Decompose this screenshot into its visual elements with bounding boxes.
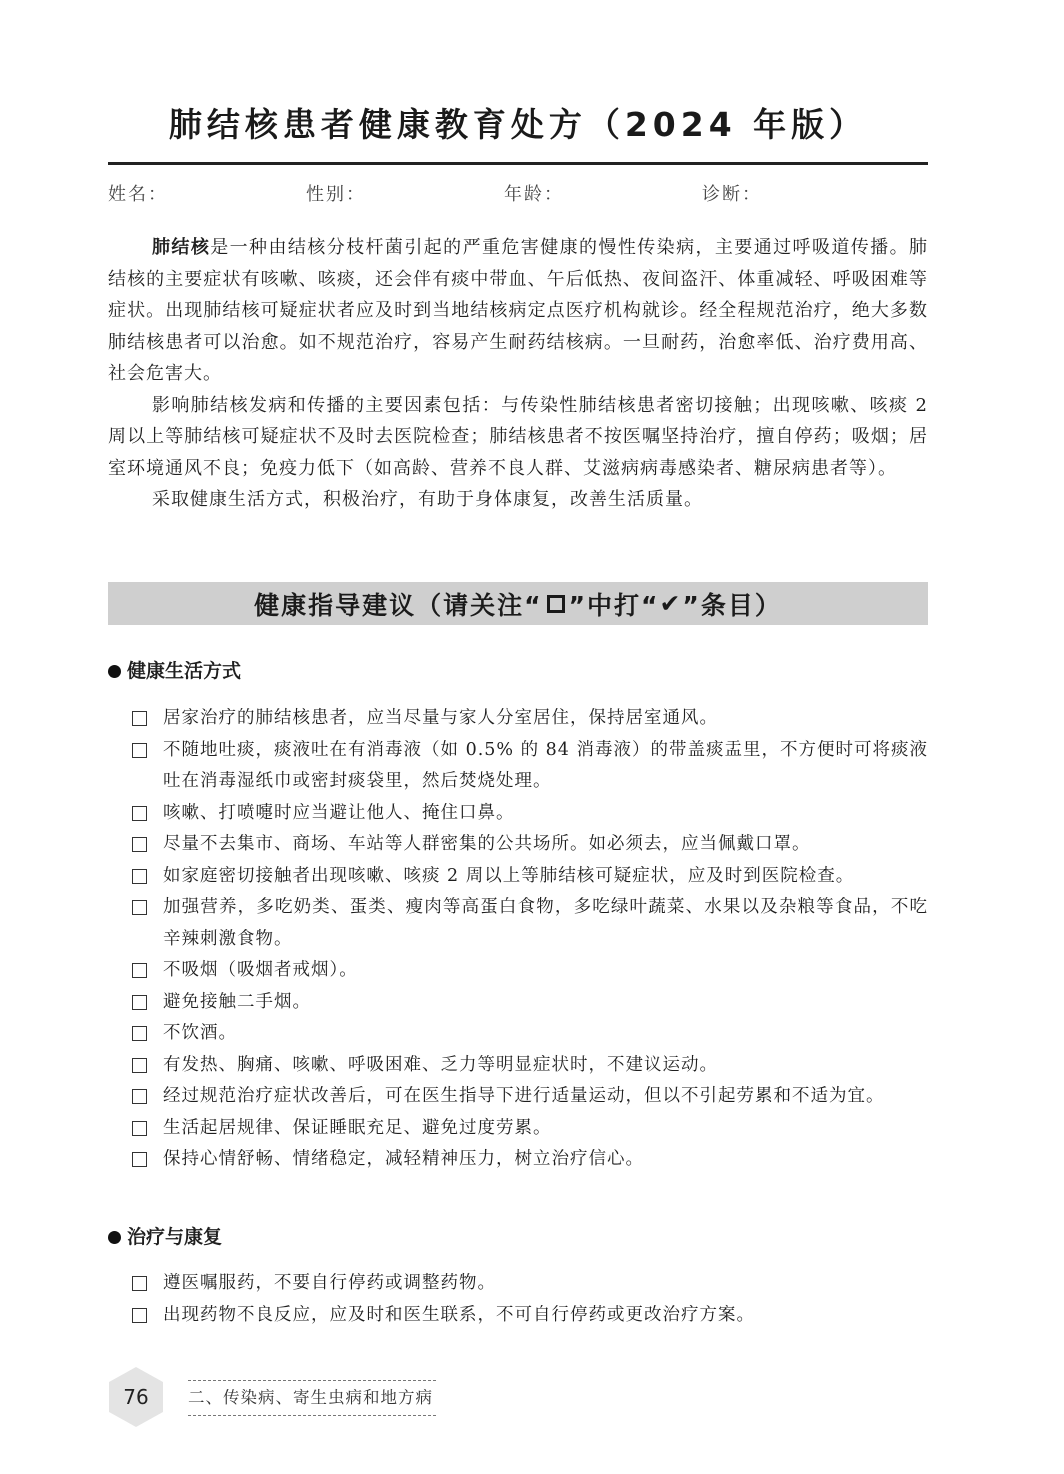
list-item bbox=[108, 1144, 928, 1176]
checkbox-symbol-icon bbox=[547, 595, 565, 613]
list-item bbox=[108, 955, 928, 987]
list-item-text: 不吸烟（吸烟者戒烟）。 bbox=[163, 960, 358, 980]
field-age-label: 年龄： bbox=[504, 184, 564, 205]
checkbox[interactable] bbox=[132, 1152, 147, 1167]
section-healthy-lifestyle bbox=[108, 656, 928, 1176]
checkbox[interactable] bbox=[132, 806, 147, 821]
title-rule bbox=[108, 162, 928, 165]
intro-paragraph-2: 影响肺结核发病和传播的主要因素包括：与传染性肺结核患者密切接触；出现咳嗽、咳痰 2 周以上等肺结核可疑症状不及时去医院检查；肺结核患者不按医嘱坚持治疗，擅自停药；吸烟；居室环境通风不良；免疫力低下（如高龄、营养不良人群、艾滋病病毒感染者、糖尿病患者等）。 bbox=[108, 394, 928, 479]
checklist bbox=[108, 703, 928, 1176]
checkbox[interactable] bbox=[132, 1308, 147, 1323]
checkbox[interactable] bbox=[132, 1026, 147, 1041]
checklist bbox=[108, 1268, 928, 1331]
checkbox[interactable] bbox=[132, 743, 147, 758]
field-name-label: 姓名： bbox=[108, 184, 168, 205]
intro-term: 肺结核 bbox=[152, 237, 211, 258]
list-item bbox=[108, 1050, 928, 1082]
checkbox[interactable] bbox=[132, 869, 147, 884]
list-item-text: 生活起居规律、保证睡眠充足、避免过度劳累。 bbox=[163, 1117, 552, 1138]
list-item bbox=[108, 861, 928, 893]
list-item bbox=[108, 798, 928, 830]
section-heading bbox=[108, 656, 928, 686]
list-item bbox=[108, 892, 928, 955]
list-item bbox=[108, 735, 928, 798]
list-item-text: 加强营养，多吃奶类、蛋类、瘦肉等高蛋白食物，多吃绿叶蔬菜、水果以及杂粮等食品，不吃辛辣刺激食物。 bbox=[163, 897, 928, 949]
checkbox[interactable] bbox=[132, 900, 147, 915]
checkmark-icon: ✔ bbox=[659, 589, 683, 618]
page-number-badge bbox=[108, 1366, 164, 1428]
list-item bbox=[108, 703, 928, 735]
list-item bbox=[108, 829, 928, 861]
intro-paragraph-3: 采取健康生活方式，积极治疗，有助于身体康复，改善生活质量。 bbox=[152, 489, 703, 510]
list-item-text: 避免接触二手烟。 bbox=[163, 991, 311, 1012]
list-item bbox=[108, 1268, 928, 1300]
list-item-text: 遵医嘱服药，不要自行停药或调整药物。 bbox=[163, 1273, 496, 1293]
list-item-text: 不饮酒。 bbox=[163, 1023, 237, 1043]
bullet-dot-icon bbox=[108, 1231, 121, 1244]
list-item bbox=[108, 1018, 928, 1050]
list-item-text: 出现药物不良反应，应及时和医生联系，不可自行停药或更改治疗方案。 bbox=[163, 1304, 755, 1325]
checkbox[interactable] bbox=[132, 837, 147, 852]
field-gender-label: 性别： bbox=[306, 184, 366, 205]
list-item-text: 保持心情舒畅、情绪稳定，减轻精神压力，树立治疗信心。 bbox=[163, 1149, 644, 1169]
guidance-banner bbox=[108, 582, 928, 625]
section-heading bbox=[108, 1222, 928, 1252]
field-diagnosis-label: 诊断： bbox=[702, 184, 762, 205]
list-item bbox=[108, 1081, 928, 1113]
intro-text bbox=[108, 232, 928, 516]
list-item-text: 经过规范治疗症状改善后，可在医生指导下进行适量运动，但以不引起劳累和不适为宜。 bbox=[163, 1086, 885, 1106]
list-item-text: 居家治疗的肺结核患者，应当尽量与家人分室居住，保持居室通风。 bbox=[163, 708, 718, 728]
checkbox[interactable] bbox=[132, 711, 147, 726]
checkbox[interactable] bbox=[132, 995, 147, 1010]
list-item-text: 不随地吐痰，痰液吐在有消毒液（如 0.5% 的 84 消毒液）的带盖痰盂里，不方便时可将痰液吐在消毒湿纸巾或密封痰袋里，然后焚烧处理。 bbox=[163, 739, 928, 791]
list-item-text: 尽量不去集市、商场、车站等人群密集的公共场所。如必须去，应当佩戴口罩。 bbox=[163, 834, 811, 854]
footer-rule-bottom bbox=[188, 1415, 436, 1416]
checkbox[interactable] bbox=[132, 1121, 147, 1136]
banner-text-before: 健康指导建议（请关注“ bbox=[254, 590, 543, 620]
list-item bbox=[108, 1113, 928, 1145]
list-item bbox=[108, 1300, 928, 1332]
section-heading-text: 健康生活方式 bbox=[127, 660, 242, 682]
list-item-text: 有发热、胸痛、咳嗽、呼吸困难、乏力等明显症状时，不建议运动。 bbox=[163, 1054, 718, 1075]
footer-rule-top bbox=[188, 1380, 436, 1381]
page-number: 76 bbox=[123, 1385, 149, 1409]
checkbox[interactable] bbox=[132, 1058, 147, 1073]
bullet-dot-icon bbox=[108, 665, 121, 678]
list-item-text: 咳嗽、打喷嚏时应当避让他人、掩住口鼻。 bbox=[163, 802, 515, 823]
section-heading-text: 治疗与康复 bbox=[127, 1226, 223, 1248]
intro-paragraph-1 bbox=[108, 232, 928, 390]
intro-paragraph-1-text: 是一种由结核分枝杆菌引起的严重危害健康的慢性传染病，主要通过呼吸道传播。肺结核的主要症状有咳嗽、咳痰，还会伴有痰中带血、午后低热、夜间盗汗、体重减轻、呼吸困难等症状。出现肺结核可疑症状者应及时到当地结核病定点医疗机构就诊。经全程规范治疗，绝大多数肺结核患者可以治愈。如不规范治疗，容易产生耐药结核病。一旦耐药，治愈率低、治疗费用高、社会危害大。 bbox=[108, 237, 928, 384]
checkbox[interactable] bbox=[132, 963, 147, 978]
checkbox[interactable] bbox=[132, 1089, 147, 1104]
chapter-name: 二、传染病、寄生虫病和地方病 bbox=[188, 1388, 433, 1407]
banner-text-middle: ”中打“ bbox=[568, 590, 660, 620]
checkbox[interactable] bbox=[132, 1276, 147, 1291]
list-item-text: 如家庭密切接触者出现咳嗽、咳痰 2 周以上等肺结核可疑症状，应及时到医院检查。 bbox=[163, 865, 855, 886]
page-title: 肺结核患者健康教育处方（2024 年版） bbox=[168, 105, 868, 144]
banner-text-after: ”条目） bbox=[682, 590, 782, 620]
section-treatment-rehab bbox=[108, 1222, 928, 1331]
patient-fields bbox=[108, 180, 928, 206]
list-item bbox=[108, 987, 928, 1019]
